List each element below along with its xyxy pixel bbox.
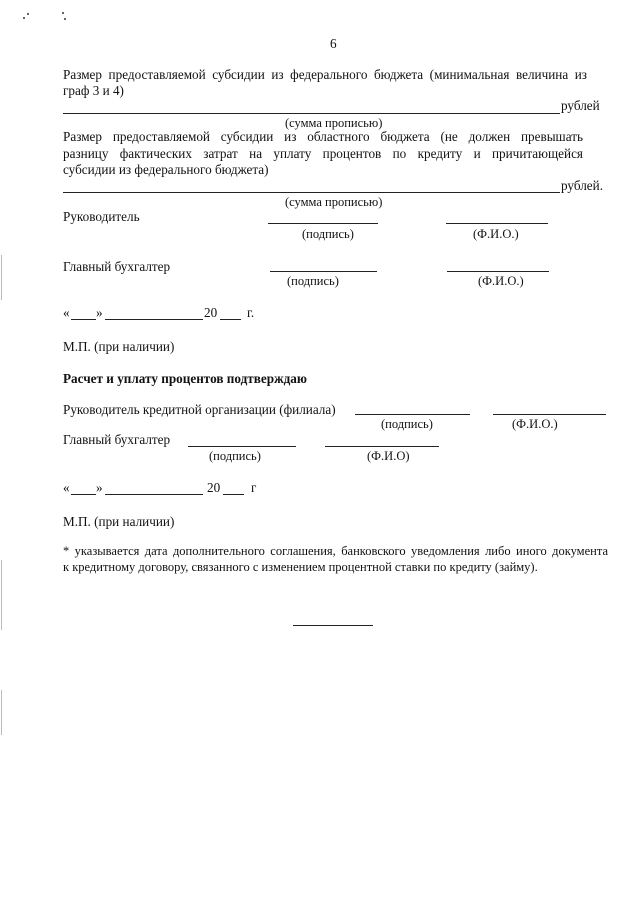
scan-edge bbox=[1, 560, 2, 630]
regional-unit: рублей. bbox=[561, 178, 604, 193]
date2-year-suffix: г bbox=[251, 480, 257, 495]
head-label: Руководитель bbox=[63, 209, 140, 224]
date-year-suffix: г. bbox=[247, 305, 255, 320]
bank-accountant-label: Главный бухгалтер bbox=[63, 432, 171, 447]
stamp2-note: М.П. (при наличии) bbox=[63, 514, 175, 529]
regional-amount-hint: (сумма прописью) bbox=[285, 195, 383, 209]
date-month-line[interactable] bbox=[105, 319, 203, 320]
date-open-quote: « bbox=[63, 305, 70, 320]
date2-open-quote: « bbox=[63, 480, 70, 495]
federal-unit: рублей bbox=[561, 98, 600, 113]
federal-amount-hint: (сумма прописью) bbox=[285, 116, 383, 130]
end-rule bbox=[293, 625, 373, 626]
federal-amount-line[interactable] bbox=[63, 113, 560, 114]
head-signature-hint: (подпись) bbox=[302, 227, 354, 241]
footnote-text-2: к кредитному договору, связанного с изменением процентной ставки по кредиту (займу). bbox=[63, 560, 538, 574]
head-fio-line[interactable] bbox=[446, 223, 548, 224]
regional-amount-line[interactable] bbox=[63, 192, 560, 193]
accountant-label: Главный бухгалтер bbox=[63, 259, 171, 274]
scan-edge bbox=[1, 255, 2, 300]
head-signature-line[interactable] bbox=[268, 223, 378, 224]
federal-subsidy-text: Размер предоставляемой субсидии из федерального бюджета (минимальная величина из bbox=[63, 67, 587, 82]
bank-head-fio-line[interactable] bbox=[493, 414, 606, 415]
bank-head-signature-line[interactable] bbox=[355, 414, 470, 415]
head-fio-hint: (Ф.И.О.) bbox=[473, 227, 519, 241]
scan-speck bbox=[27, 13, 29, 15]
bank-head-label: Руководитель кредитной организации (филиала) bbox=[63, 402, 336, 417]
stamp-note: М.П. (при наличии) bbox=[63, 339, 175, 354]
accountant-fio-hint: (Ф.И.О.) bbox=[478, 274, 524, 288]
date2-close-quote: » bbox=[96, 480, 103, 495]
bank-accountant-fio-line[interactable] bbox=[325, 446, 439, 447]
date-year-line[interactable] bbox=[220, 319, 241, 320]
date2-month-line[interactable] bbox=[105, 494, 203, 495]
date2-year-line[interactable] bbox=[223, 494, 244, 495]
scan-edge bbox=[1, 690, 2, 735]
bank-accountant-signature-hint: (подпись) bbox=[209, 449, 261, 463]
federal-subsidy-text-2: граф 3 и 4) bbox=[63, 83, 124, 98]
regional-subsidy-text: Размер предоставляемой субсидии из областного бюджета (не должен превышать bbox=[63, 129, 583, 144]
confirm-title: Расчет и уплату процентов подтверждаю bbox=[63, 371, 307, 386]
scan-speck bbox=[64, 18, 66, 20]
date2-year-prefix: 20 bbox=[207, 480, 221, 495]
date-year-prefix: 20 bbox=[204, 305, 218, 320]
bank-accountant-signature-line[interactable] bbox=[188, 446, 296, 447]
scan-speck bbox=[62, 12, 64, 14]
page-number: 6 bbox=[330, 36, 337, 51]
bank-head-signature-hint: (подпись) bbox=[381, 417, 433, 431]
accountant-signature-line[interactable] bbox=[270, 271, 377, 272]
scan-speck bbox=[23, 17, 25, 19]
footnote-text: * указывается дата дополнительного соглашения, банковского уведомления либо иного документа bbox=[63, 544, 608, 558]
bank-accountant-fio-hint: (Ф.И.О) bbox=[367, 449, 410, 463]
regional-subsidy-text-2: разницу фактических затрат на уплату процентов по кредиту и причитающейся bbox=[63, 146, 583, 161]
date-close-quote: » bbox=[96, 305, 103, 320]
date2-day-line[interactable] bbox=[71, 494, 96, 495]
bank-head-fio-hint: (Ф.И.О.) bbox=[512, 417, 558, 431]
accountant-signature-hint: (подпись) bbox=[287, 274, 339, 288]
accountant-fio-line[interactable] bbox=[447, 271, 549, 272]
date-day-line[interactable] bbox=[71, 319, 96, 320]
regional-subsidy-text-3: субсидии из федерального бюджета) bbox=[63, 162, 269, 177]
